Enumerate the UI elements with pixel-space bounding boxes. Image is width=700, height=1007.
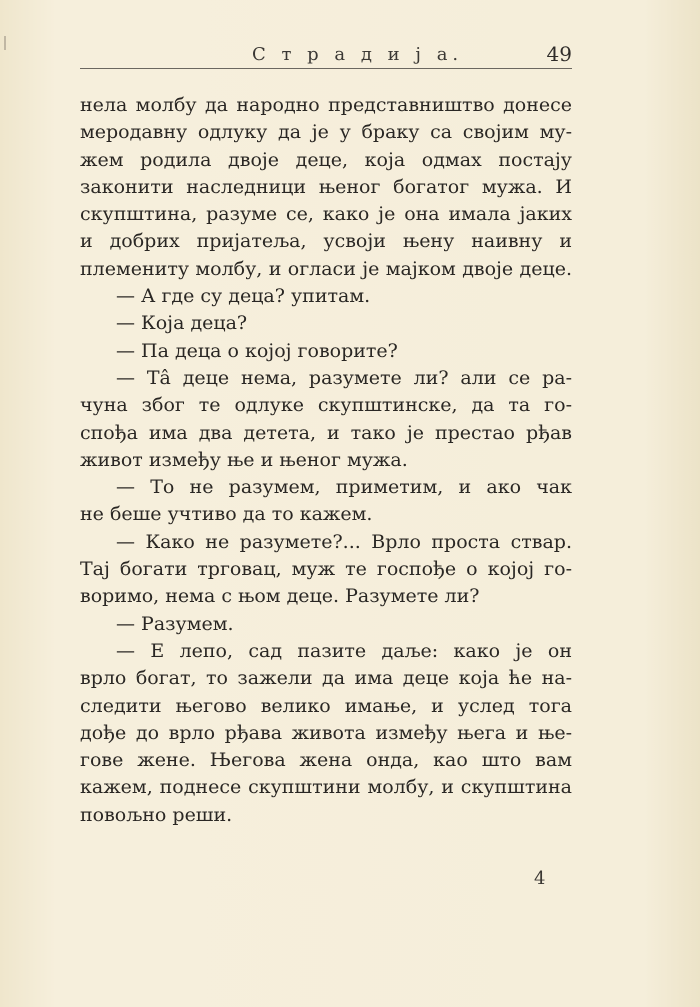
signature-mark: 4 xyxy=(534,868,546,889)
text-line: не беше учтиво да то кажем. xyxy=(80,503,373,526)
page-edge-mark xyxy=(4,36,6,50)
text-line: меродавну одлуку да је у браку са својим му- xyxy=(80,121,572,144)
text-line: — Разумем. xyxy=(116,612,234,635)
page-number: 49 xyxy=(546,42,572,66)
text-line: чуна због те одлуке скупштинске, да та го- xyxy=(80,394,572,417)
text-line: кажем, поднесе скупштини молбу, и скупштина xyxy=(80,776,572,799)
text-line: следити његово велико имање, и услед тога xyxy=(80,694,572,717)
header-rule xyxy=(80,68,572,69)
text-line: законити наследници њеног богатог мужа. И xyxy=(80,175,572,198)
text-line: Тај богати трговац, муж те госпође о којој го- xyxy=(80,558,572,581)
text-line: — А где су деца? упитам. xyxy=(116,285,371,308)
running-title: С т р а д и ј а. xyxy=(252,44,464,65)
text-line: племениту молбу, и огласи је мајком двоје деце. xyxy=(80,257,572,280)
text-line: жем родила двоје деце, која одмах постају xyxy=(80,148,572,171)
text-line: — Е лепо, сад пазите даље: како је он xyxy=(116,639,572,662)
text-line: живот између ње и њеног мужа. xyxy=(80,448,408,471)
body-text xyxy=(80,92,572,829)
text-line: дође до врло рђава живота између њега и ње- xyxy=(80,721,572,744)
text-line: гове жене. Његова жена онда, као што вам xyxy=(80,749,572,772)
text-line: воримо, нема с њом деце. Разумете ли? xyxy=(80,585,480,608)
text-line: нела молбу да народно представништво донесе xyxy=(80,94,572,116)
text-line: — Па деца о којој говорите? xyxy=(116,339,398,362)
text-line: и добрих пријатеља, усвоји њену наивну и xyxy=(80,230,572,253)
text-line: — То не разумем, приметим, и ако чак xyxy=(116,476,572,499)
text-line: повољно реши. xyxy=(80,803,233,826)
text-line: врло богат, то зажели да има деце која ће на- xyxy=(80,667,572,690)
text-line: скупштина, разуме се, како је она имала јаких xyxy=(80,203,572,226)
text-line: — Која деца? xyxy=(116,312,248,335)
text-line: — Та̂ деце нема, разумете ли? али се ра- xyxy=(116,366,572,389)
text-line: — Како не разумете?... Врло проста ствар. xyxy=(116,530,572,553)
text-line: спођа има два детета, и тако је престао рђав xyxy=(80,421,572,444)
